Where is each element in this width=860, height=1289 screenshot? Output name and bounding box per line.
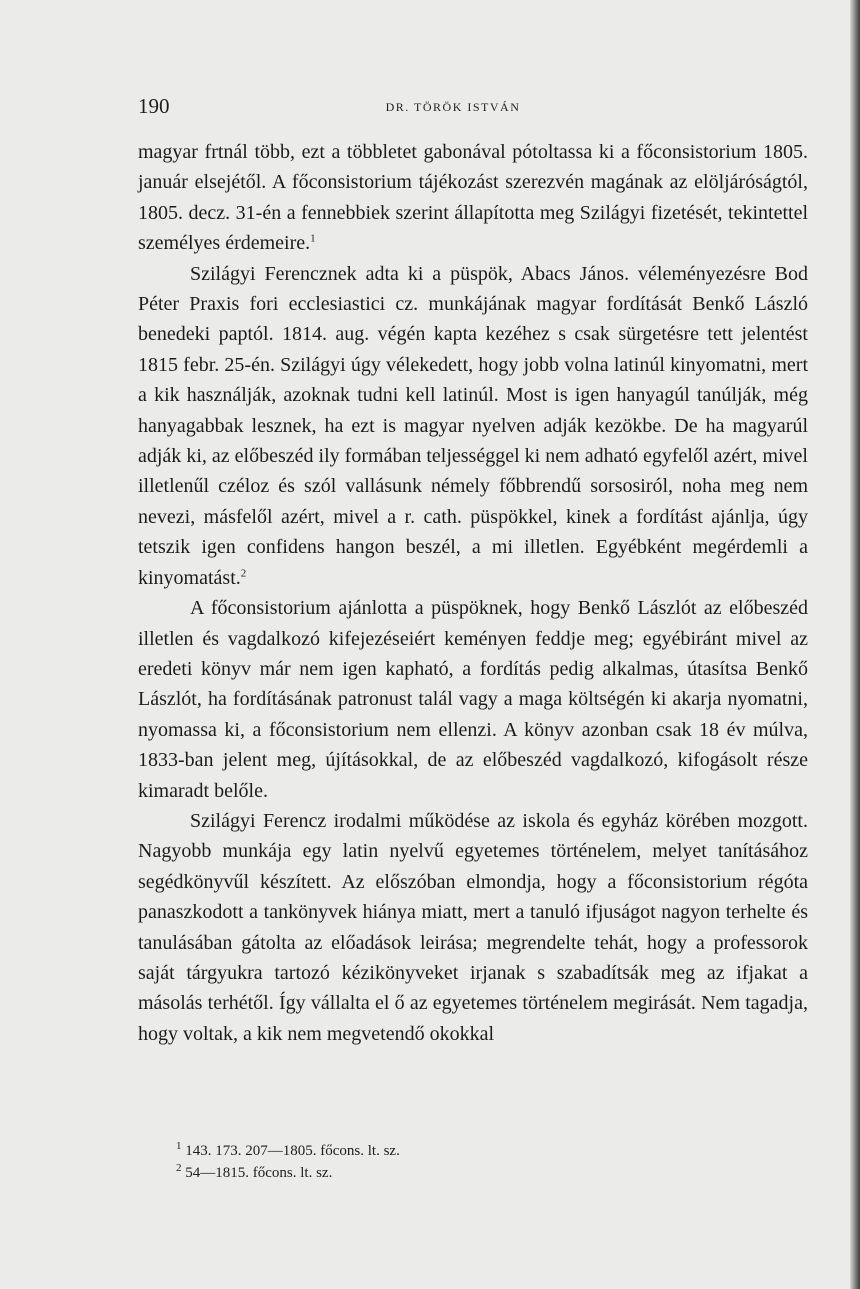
paragraph bbox=[138, 806, 808, 1049]
page-edge-shadow bbox=[850, 0, 860, 1289]
body-text bbox=[138, 137, 808, 1049]
paragraph bbox=[138, 593, 808, 806]
footnote-mark: 1 bbox=[176, 1140, 182, 1152]
footnote-text: 54—1815. főcons. lt. sz. bbox=[185, 1165, 333, 1181]
paragraph bbox=[138, 259, 808, 593]
footnote-mark: 2 bbox=[176, 1162, 182, 1174]
running-head: DR. TÖRÖK ISTVÁN bbox=[385, 100, 521, 114]
footnote-text: 143. 173. 207—1805. főcons. lt. sz. bbox=[185, 1143, 400, 1159]
paragraph-text: Szilágyi Ferencznek adta ki a püspök, Abacs János. véleményezésre Bod Péter Praxis fori ecclesiastici cz. munkájának magyar fordítását Benkő László benedeki paptól. 1814. aug. végén kapta kezéhez s csak sürgetésre tett jelentést 1815 febr. 25-én. Szilágyi úgy vélekedett, hogy jobb volna latinúl kinyomatni, mert a kik használják, azoknak tudni kell latinúl. Most is igen hanyagúl tanúlják, még hanyagabbak lesznek, ha ezt is magyar nyelven adják kezökbe. De ha magyarúl adják ki, az előbeszéd ily formában teljességgel ki nem adható egyfelől azért, mivel illetlenűl czéloz és szól vallásunk némely főbbrendű sorsosiról, noha meg nem nevezi, másfelől azért, mivel a r. cath. püspökkel, kinek a fordítást ajánlja, úgy tetszik igen confidens hangon beszél, a mi illetlen. Egyébként megérdemli a kinyomatást. bbox=[138, 262, 808, 589]
page-number: 190 bbox=[138, 94, 170, 118]
paragraph-text: magyar frtnál több, ezt a többletet gabonával pótoltassa ki a főconsistorium 1805. január elsejétől. A főconsistorium tájékozást szerezvén magának az elöljáróságtól, 1805. decz. 31-én a fennebbiek szerint állapította meg Szilágyi fizetését, tekintettel személyes érdemeire. bbox=[138, 141, 808, 255]
footnotes bbox=[176, 1140, 676, 1184]
footnote-ref: 1 bbox=[310, 232, 316, 245]
footnote bbox=[176, 1140, 676, 1162]
paragraph-text: A főconsistorium ajánlotta a püspöknek, hogy Benkő Lászlót az előbeszéd illetlen és vagdalkozó kifejezéseiért keményen feddje meg; egyébiránt mivel az eredeti könyv már nem igen kapható, a fordítás pedig alkalmas, útasítsa Benkő Lászlót, ha fordításának patronust talál vagy a maga költségén ki akarja nyomatni, nyomassa ki, a főconsistorium nem ellenzi. A könyv azonban csak 18 év múlva, 1833-ban jelent meg, újításokkal, de az előbeszéd vagdalkozó, kifogásolt része kimaradt belőle. bbox=[138, 597, 808, 802]
footnote-ref: 2 bbox=[240, 567, 247, 580]
paragraph-text: Szilágyi Ferencz irodalmi működése az iskola és egyház körében mozgott. Nagyobb munkája egy latin nyelvű egyetemes történelem, melyet tanításához segédkönyvűl készített. Az előszóban elmondja, hogy a főconsistorium régóta panaszkodott a tankönyvek hiánya miatt, mert a tanuló ifjuságot nagyon terhelte és tanulásában gátolta az előadások leirása; megrendelte tehát, hogy a professorok saját tárgyukra tartozó kézikönyveket irjanak s szabadítsák meg az ifjakat a másolás terhétől. Így vállalta el ő az egyetemes történelem megirását. Nem tagadja, hogy voltak, a kik nem megvetendő okokkal bbox=[138, 809, 808, 1045]
footnote bbox=[176, 1162, 676, 1184]
paragraph bbox=[138, 137, 808, 259]
page-header bbox=[138, 94, 808, 120]
